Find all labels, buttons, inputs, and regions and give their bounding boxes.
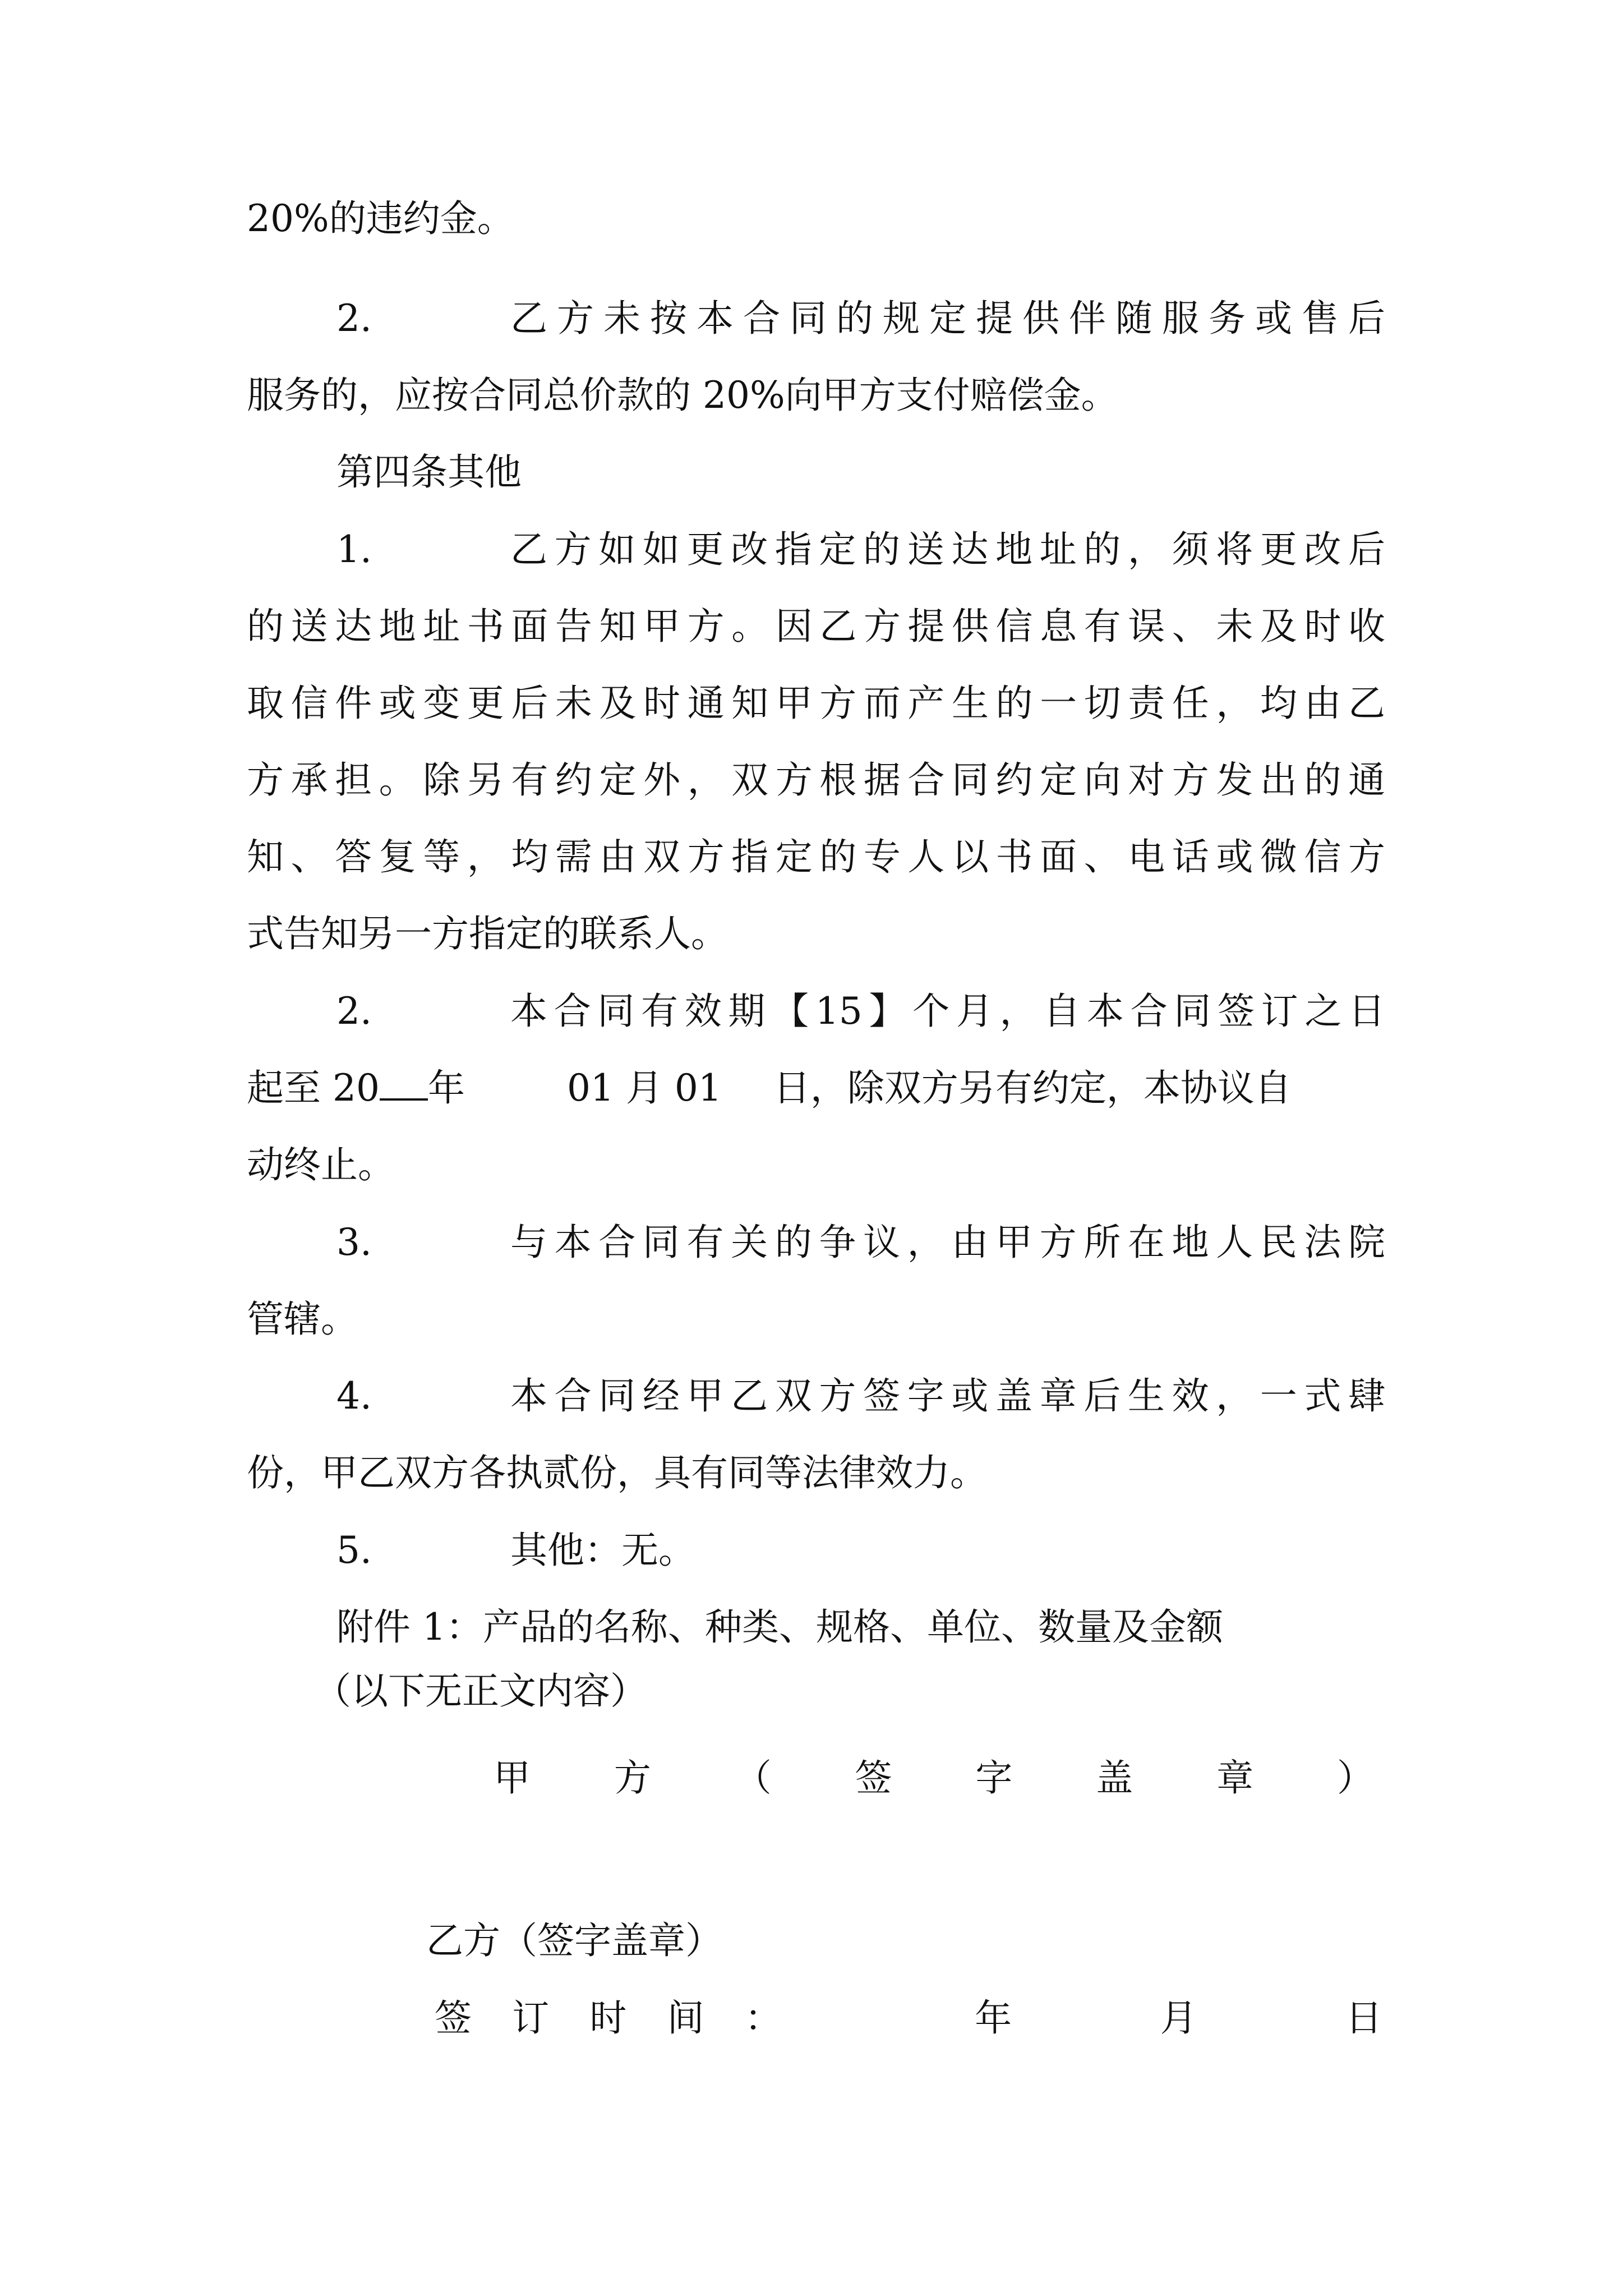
party-b-signature: 乙方（签字盖章） xyxy=(426,1919,722,1962)
clause-number: 1. xyxy=(336,528,372,571)
year-blank xyxy=(380,1066,428,1101)
paragraph-line: 服务的，应按合同总价款的 20%向甲方支付赔偿金。 xyxy=(247,374,1118,417)
clause-text: 本合同有效期【15】个月，自本合同签订之日 xyxy=(510,990,1385,1033)
party-a-char: ） xyxy=(1336,1756,1374,1800)
clause-number: 5. xyxy=(336,1529,372,1572)
paragraph-line: 份，甲乙双方各执贰份，具有同等法律效力。 xyxy=(247,1451,987,1494)
party-a-char: 章 xyxy=(1216,1756,1254,1800)
paragraph-line: 式告知另一方指定的联系人。 xyxy=(247,912,728,955)
date-prefix: 起至 20 xyxy=(247,1066,380,1110)
date-line xyxy=(247,1066,1385,1111)
sign-date-gap xyxy=(1238,1996,1305,2041)
party-a-signature xyxy=(494,1756,1374,1801)
year-label: 年 xyxy=(427,1066,465,1110)
sign-date-char: 日 xyxy=(1345,1996,1382,2040)
party-a-char: （ xyxy=(734,1756,772,1800)
clause-number: 2. xyxy=(336,297,372,340)
paragraph-line: 知、答复等，均需由双方指定的专人以书面、电话或微信方 xyxy=(247,835,1385,878)
end-of-text-note: （以下无正文内容） xyxy=(314,1669,647,1713)
clause-text: 其他：无。 xyxy=(510,1529,695,1572)
paragraph-line: 的送达地址书面告知甲方。因乙方提供信息有误、未及时收 xyxy=(247,605,1385,648)
party-a-char: 字 xyxy=(975,1756,1013,1800)
signing-date xyxy=(435,1996,1382,2041)
section-heading: 第四条其他 xyxy=(336,450,522,494)
sign-date-char: 签 xyxy=(435,1996,472,2040)
clause-text: 本合同经甲乙双方签字或盖章后生效，一式肆 xyxy=(510,1374,1385,1418)
clause-number: 2. xyxy=(336,990,372,1033)
sign-date-char: 年 xyxy=(975,1996,1012,2040)
date-suffix: 日，除双方另有约定，本协议自 xyxy=(773,1066,1292,1110)
paragraph-line: 取信件或变更后未及时通知甲方而产生的一切责任，均由乙 xyxy=(247,682,1385,725)
sign-date-char: ： xyxy=(744,1996,782,2040)
party-a-char: 方 xyxy=(614,1756,651,1800)
line-penalty-end: 20%的违约金。 xyxy=(247,197,514,240)
clause-number: 3. xyxy=(336,1221,372,1264)
paragraph-line: 管辖。 xyxy=(247,1297,358,1341)
clause-text: 与本合同有关的争议，由甲方所在地人民法院 xyxy=(510,1221,1385,1264)
paragraph-line: 方承担。除另有约定外，双方根据合同约定向对方发出的通 xyxy=(247,758,1385,802)
sign-date-char: 订 xyxy=(512,1996,550,2040)
clause-text: 乙方如如更改指定的送达地址的，须将更改后 xyxy=(510,528,1385,571)
date-month-day: 01 月 01 xyxy=(566,1066,722,1110)
party-a-char: 甲 xyxy=(494,1756,531,1800)
sign-date-char: 时 xyxy=(589,1996,627,2040)
sign-date-gap xyxy=(822,1996,934,2041)
paragraph-line: 动终止。 xyxy=(247,1143,395,1186)
party-a-char: 盖 xyxy=(1096,1756,1133,1800)
sign-date-gap xyxy=(1052,1996,1119,2041)
attachment-line: 附件 1：产品的名称、种类、规格、单位、数量及金额 xyxy=(336,1605,1223,1649)
sign-date-char: 月 xyxy=(1160,1996,1197,2040)
party-a-char: 签 xyxy=(855,1756,892,1800)
clause-number: 4. xyxy=(336,1374,372,1418)
clause-text: 乙方未按本合同的规定提供伴随服务或售后 xyxy=(510,297,1385,340)
sign-date-char: 间 xyxy=(667,1996,704,2040)
